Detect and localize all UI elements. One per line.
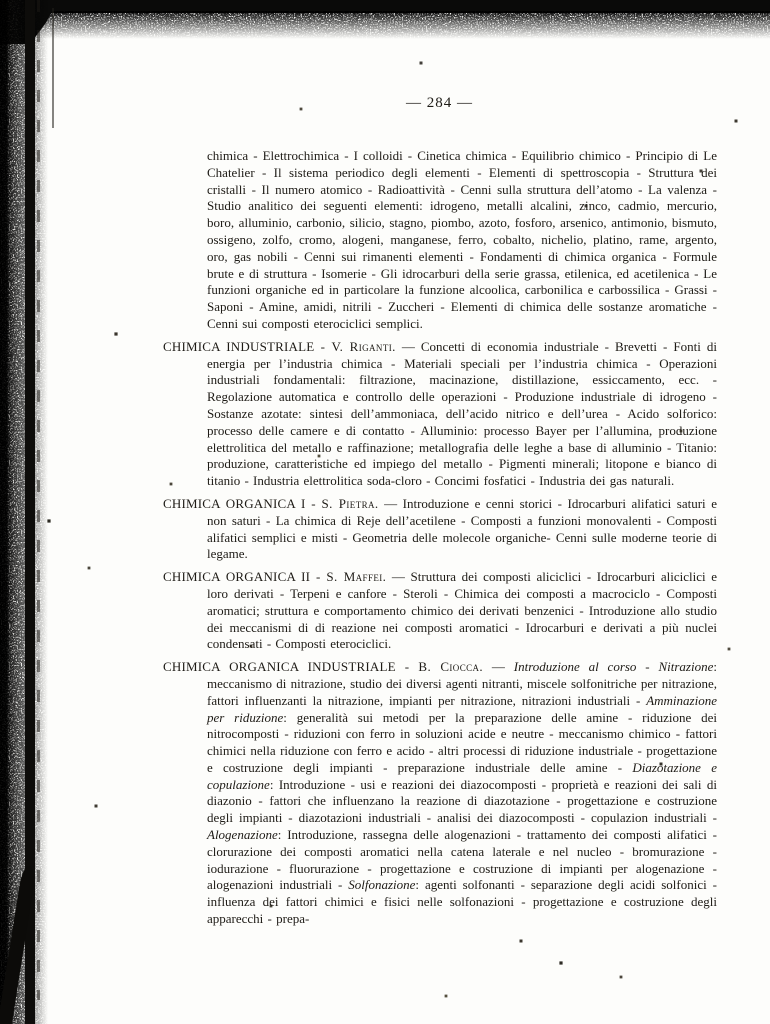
text-segment: chimica - Elettrochimica - I colloidi - Cinetica chimica - Equilibrio chimico - Principio di Le Chatelier - Il sistema periodico degli elementi - Elementi di spettroscopia - Struttura dei cristalli - Il numero atomico - Radioattività - Cenni sulla struttura dell’atomo - La valenza - Studio analitico dei seguenti elementi: idrogeno, metalli alcalini, zinco, cadmio, mercurio, boro, alluminio, carbonio, silicio, stagno, piombo, azoto, fosforo, arsenico, antimonio, bismuto, ossigeno, zolfo, cromo, alogeni, manganese, ferro, cobalto, nichelio, platino, rame, argento, oro, gas nobili - Cenni sui rimanenti elementi - Fondamenti di chimica organica - Formule brute e di struttura - Isomerie - Gli idrocarburi della serie grassa, etilenica, ed acetilenica - Le funzioni organiche ed in particolare la funzione alcoolica, carbonilica e carbossilica - Grassi - Saponi - Amine, amidi, nitrili - Zuccheri - Elementi di chimica delle sostanze aromatiche - Cenni sui composti eterociclici semplici. bbox=[207, 148, 717, 331]
book-spine-hairline bbox=[52, 8, 54, 128]
text-segment: S. Pietra. bbox=[321, 495, 379, 511]
text-segment: S. Maffei. bbox=[326, 569, 387, 585]
text-segment: Diazotazione e copulazione bbox=[207, 759, 717, 792]
page-text bbox=[163, 148, 717, 934]
course-paragraph bbox=[163, 496, 717, 563]
text-segment: Solfonazione bbox=[348, 877, 416, 893]
text-segment: Alogenazione bbox=[207, 827, 278, 843]
text-segment: CHIMICA ORGANICA INDUSTRIALE - bbox=[163, 659, 419, 675]
text-segment: Introduzione al corso bbox=[513, 659, 637, 675]
text-segment: — bbox=[483, 659, 514, 675]
text-segment: — Introduzione e cenni storici - Idrocarburi alifatici saturi e non saturi - La chimica di Reje dell’acetilene - Composti a funzioni monovalenti - Composti alifatici semplici e misti - Geometria delle molecole organiche- Cenni sulle moderne teorie di legame. bbox=[207, 495, 717, 562]
course-paragraph bbox=[163, 659, 717, 928]
course-paragraph bbox=[163, 569, 717, 653]
text-segment: : Introduzione - usi e reazioni dei diazocomposti - proprietà e reazioni dei sali di diazonio - fattori che influenzano la reazione di diazotazione - progettazione e costruzione degli impianti - diazotazioni industriali - analisi dei diazocomposti - copulazion industriali - bbox=[207, 776, 717, 826]
text-segment: CHIMICA ORGANICA II - bbox=[163, 569, 327, 585]
text-segment: CHIMICA ORGANICA I - bbox=[163, 495, 322, 511]
text-segment: - bbox=[636, 659, 659, 675]
text-segment: CHIMICA INDUSTRIALE - bbox=[163, 338, 332, 354]
text-segment: — Concetti di economia industriale - Brevetti - Fonti di energia per l’industria chimica - Materiali speciali per l’industria chimica - Operazioni industriali fondamentali: filtrazione, macinazione, distillazione, essiccamento, ecc. - Regolazione automatica e controllo delle operazioni - Produzione industriale di idrogeno - Sostanze azotate: sintesi dell’ammoniaca, dell’acido nitrico e dell’urea - Acido solforico: processo delle camere e di contatto - Alluminio: processo Bayer per l’allumina, produzione elettrolitica del metallo e raffinazione; metallografia delle leghe a base di alluminio - Titanio: produzione, caratteristiche ed impiego del metallo - Pigmenti minerali; litopone e bianco di titanio - Industria elettrolitica soda-cloro - Concimi fosfatici - Industria dei gas naturali. bbox=[207, 338, 717, 489]
text-segment: V. Riganti. bbox=[331, 338, 396, 354]
scan-noise-top bbox=[0, 11, 770, 39]
text-segment: — Struttura dei composti aliciclici - Idrocarburi aliciclici e loro derivati - Terpeni e canfore - Steroli - Chimica dei composti a macrociclo - Composti aromatici; struttura e comportamento chimico dei derivati benzenici - Introduzione allo studio dei meccanismi di di reazione nei composti aromatici - Idrocarburi e derivati a più nuclei condensati - Composti eterociclici. bbox=[207, 569, 718, 652]
text-segment: Amminazione per riduzione bbox=[207, 692, 717, 725]
course-paragraph bbox=[163, 339, 717, 490]
book-spine-streak bbox=[37, 0, 40, 1000]
text-segment: Nitrazione bbox=[658, 659, 714, 675]
page-number: — 284 — bbox=[406, 95, 473, 111]
scan-specks bbox=[0, 0, 2, 2]
text-segment: : Introduzione, rassegna delle alogenazioni - trattamento dei composti alifatici - clorurazione dei composti aromatici nella catena laterale e nel nucleo - bromurazione - iodurazione - fluorurazione - progettazione e costruzione di impianti per alogenazione - alogenazioni industriali - bbox=[207, 827, 717, 893]
text-segment: B. Ciocca. bbox=[418, 659, 484, 675]
text-segment: : meccanismo di nitrazione, studio dei diversi agenti nitranti, miscele solfonitriche per nitrazione, fattori influenzanti la nitrazione, impianti per nitrazione, nitrazioni industriali - bbox=[207, 659, 717, 708]
text-segment: : agenti solfonanti - separazione degli acidi solfonici - influenza dei fattori chimici e fisici nelle solfonazioni - progettazione e costruzione degli apparecchi - prepa- bbox=[207, 877, 717, 927]
text-segment: : generalità sui metodi per la preparazione delle amine - riduzione dei nitrocomposti - riduzioni con ferro in soluzioni acide e neutre - meccanismo chimico - fattori chimici nella riduzione con ferro e acido - altri processi di riduzione industriale - progettazione e costruzione degli impianti - preparazione industriale delle amine - bbox=[207, 709, 717, 775]
continuation-paragraph bbox=[207, 148, 717, 333]
